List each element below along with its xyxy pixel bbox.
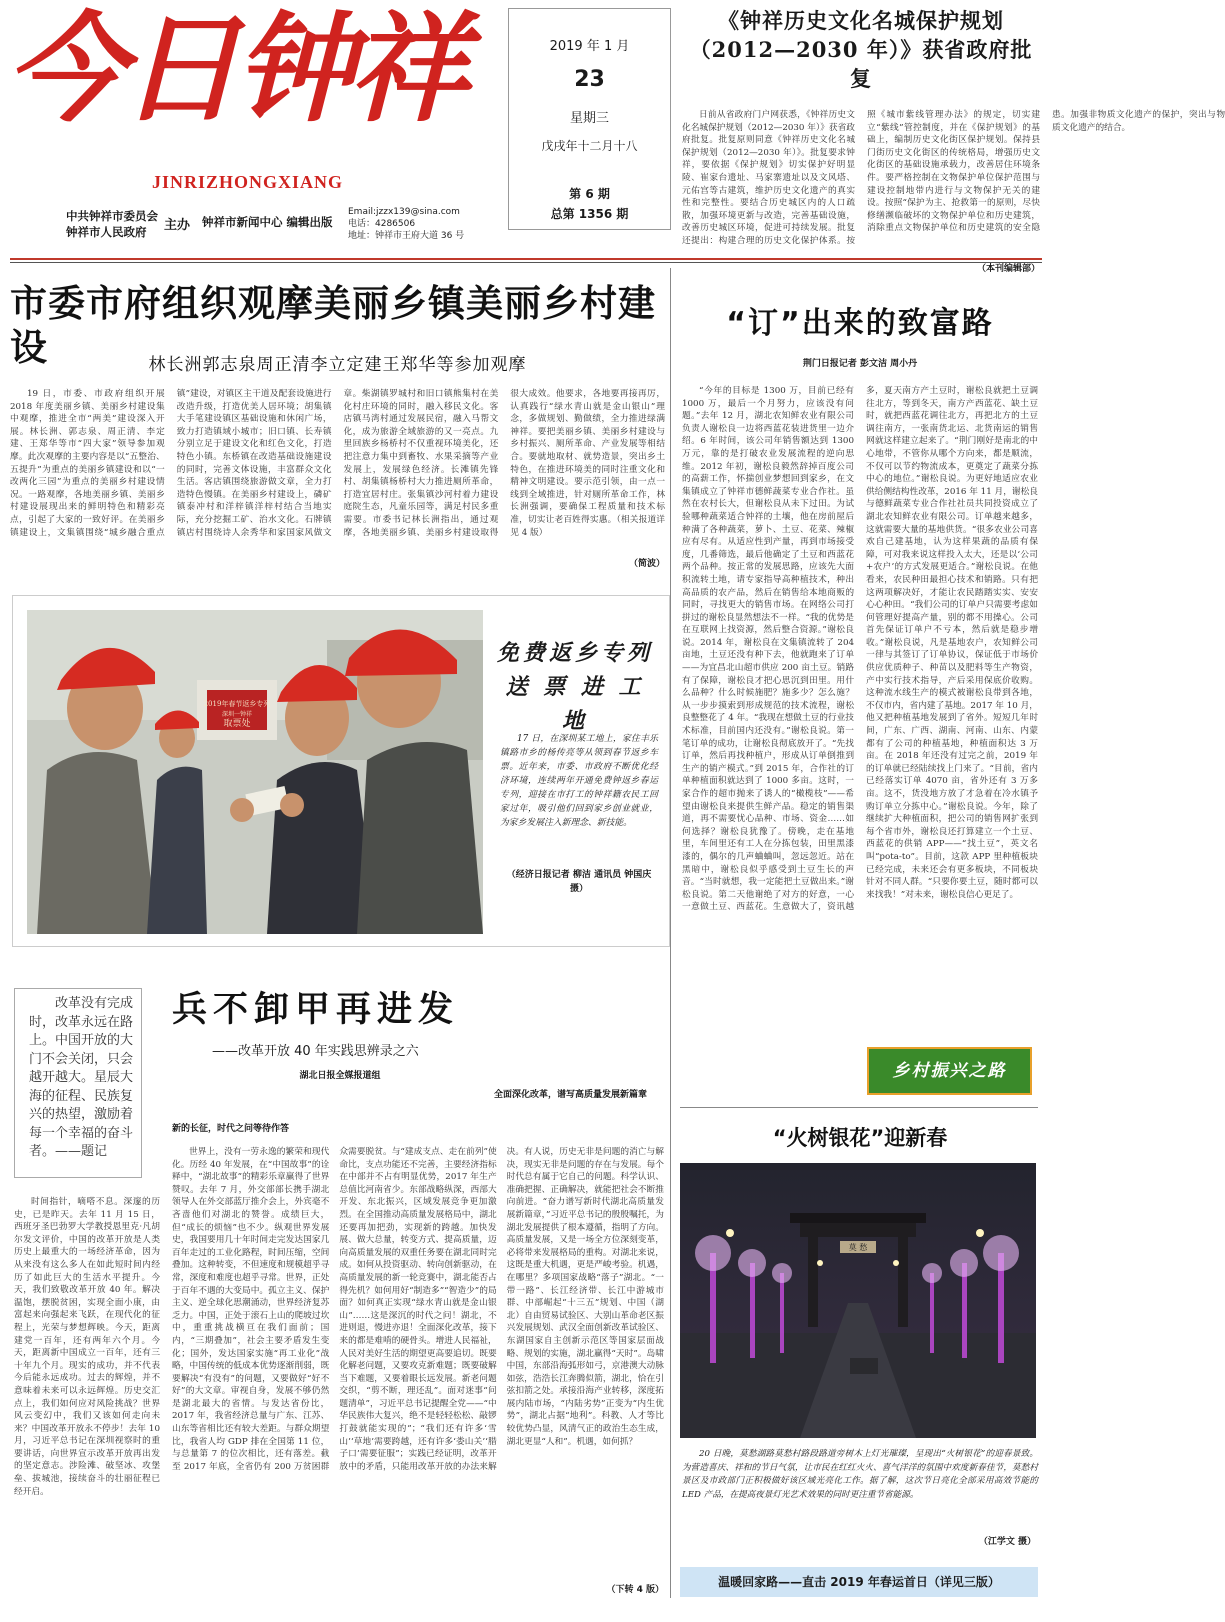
date-box: [508, 8, 671, 230]
masthead-title: 今日钟祥: [5, 0, 463, 138]
main-story-body: 19 日，市委、市政府组织开展 2018 年度美丽乡镇、美丽乡村建设集中观摩，推进全市“两美”建设深入开展。林长洲、郭志泉、周正清、李定建、王郑华等市“四大家”领导参加观摩。此次观摩的主要内容是以“五整治、五提升”为重点的美丽乡镇建设和以“一改两化三园”为重点的美丽乡村建设情况。一路观摩，各地美丽乡镇、美丽乡村建设展现出来的鲜明特色和精彩亮点，引起了大家的一致好评。在美丽乡镇建设上，文集镇围绕“城乡融合重点镇”建设，对镇区主干道及配套设施进行改造升级，打造优美人居环境；胡集镇大手笔建设镇区基础设施和休闲广场，致力打造镇域小城市；旧口镇、长寿镇分别立足于建设文化和红色文化，打造特色小镇。东桥镇在改造基础设施建设的同时，完善文体设施，丰富群众文化生活。客店镇围绕旅游做文章，全力打造特色慢镇。在美丽乡村建设上，磷矿镇泰冲村和洋梓镇洋梓村结合当地实际，充分挖掘工矿、治水文化。石牌镇镇店村围绕诗人余秀华和家国家风做文章。柴湖镇罗城村和旧口镇熊集村在美化村庄环境的同时，融入移民文化。客店镇马湾村通过发展民宿，融入马帮文化，成为旅游全域旅游的又一亮点。九里回族乡杨桥村不仅重视环境美化，还把注意力集中到畜牧、水果采摘等产业发展上，发展绿色经济。长滩镇先锋村、胡集镇杨桥村大力推进厕所革命，打造宜居村庄。张集镇沙河村着力建设庭院生态，凡童乐园等，满足村民多重需要。市委书记林长洲指出，通过观摩，各地美丽乡镇、美丽乡村建设取得很大成效。他要求，各地要再接再厉，认真践行“绿水青山就是金山银山”理念，多做规划、勤做绩，全力推进绿满神祥。要把美丽乡镇、美丽乡村建设与乡村振兴、厕所革命、产业发展等相结合。要就地取材、就势造景，突出乡土特色，在推进环境美的同时注重文化和精神文明建设。要示范引领，由一点一线到全域推进，针对厕所革命工作，林长洲强调，要确保工程质量和技术标准，切实让老百姓得实惠。（相关报道详见 4 版）: [10, 389, 665, 538]
date-weekday: 星期三: [569, 111, 609, 126]
night-photo-caption: 20 日晚，莫愁湖路莫愁村路段路道旁树木上灯光璀璨，呈现出“火树银花”的迎春景致。为营造喜庆、祥和的节日气氛，让市民在红红火火、喜气洋洋的氛围中欢度新春佳节，莫愁村景区及市政部门正积极做好该区域光亮化工作。据了解，这次节日亮化全部采用高效节能的 LED 产品，在提高夜景灯光艺术效果的同时更注重节省能源。: [682, 1449, 1038, 1500]
date-day: 23: [574, 67, 605, 92]
reform-body-left: 时间指针，嘀嗒不息。深邃的历史，已是昨天。去年 11 月 15 日，西班牙圣巴勃罗大学教授恩里克·凡胡尔发文评价，中国的改革开放是人类历史上最重大的一场经济革命，因为从来没有这么多人在如此短时间内经历了如此巨大的生活水平提升。今天，我们致敬改革开放 40 年。解决温饱，摆脱贫困，实现全面小康，由富起来向强起来飞跃，在现代化的征程上，光荣与梦想辉映。今天，距离建党一百年，还有两年六个月。今天，距离新中国成立一百年，还有三十年九个月。现实的成功，并不代表今后能永远成功。过去的辉煌，并不意味着未来可以永远辉煌。历史交汇点上，我们如何应对风险挑战？世界风云变幻中，我们又该如何走向未来？中国改革开放永不停步！去年 10 月，习近平总书记在深圳视察时的重要讲话，向世界宣示改革开放再出发的坚定意志。涉险滩、破坚冰、攻堡垒、拔城池，接续奋斗的壮丽征程已经开启。: [14, 1197, 160, 1497]
sponsor-orgs: [66, 208, 158, 240]
column-separator: [670, 268, 671, 1598]
sponsor-org-party: 中共钟祥市委员会: [66, 209, 158, 223]
workers-photo-illustration: [27, 610, 483, 934]
night-photo-credit: （江学文 摄）: [978, 1537, 1036, 1547]
masthead-divider: [10, 258, 1042, 260]
ticket-sign-text-route: 深圳一钟祥: [221, 711, 253, 718]
sponsor-org-government: 钟祥市人民政府: [66, 225, 147, 239]
date-year-month: 2019 年 1 月: [549, 39, 630, 54]
issue-number: 第 6 期: [569, 187, 610, 201]
lead-story-body: 日前从省政府门户网获悉，《钟祥历史文化名城保护规划（2012—2030 年）》获省政府批复。批复原则同意《钟祥历史文化名城保护规划（2012—2030 年）》。批复要求钟祥，要依据《保护规划》切实保护好明显陵、崔家台遗址、马家寨遗址以及文风塔、元佑宫等古建筑，维护历史文化遗产的真实性和完整性。要结合历史城区内的人口疏散，加强环境更新与改造，完善基础设施，改善历史城区环境，促进可持续发展。批复还提出：构建合理的历史文化保护体系。按照《城市紫线管理办法》的规定，切实建立“紫线”管控制度，并在《保护规划》的基础上，编制历史文化街区保护规划。保持县门街历史文化街区的传统格局，增强历史文化街区的基础设施承载力，改善居住环境条件。要严格控制在文物保护单位保护范围与建设控制地带内进行与文物保护无关的建设。按照“保护为主、抢救第一的原则，尽快修缮濒临破坏的文物保护单位和历史建筑，消除重点文物保护单位和历史建筑的安全隐患。加强非物质文化遗产的保护，突出与物质文化遗产的结合。: [682, 110, 1225, 246]
night-street-photo[interactable]: [680, 1163, 1036, 1438]
contact-email[interactable]: Email:jzzx139@sina.com: [348, 207, 460, 217]
reform-source: 湖北日报全媒报道组: [299, 1071, 381, 1081]
right-story-body: “今年的目标是 1300 万，目前已经有 1000 万，最后一个月努力，应该没有问题。”去年 12 月，湖北农知鲜农业有限公司负责人谢松良一边将西蓝花装进货里一边介绍。6 年时间，该公司年销售额达到 1300 万元，靠的是打破农业发展流程的逆向思维。2012 年初，谢松良毅然辞掉百度公司的高薪工作，怀揣创业梦想回到家乡，在文集镇成立了钟祥市德鲜蔬菜专业合作社。虽然在农村长大，但谢松良从未下过田。为试验哪种蔬菜适合钟祥的土壤，他在房前屋后种满了各种蔬菜，萝卜、土豆、花菜、辣椒应有尽有。从适应性到产量，再到市场接受度，几番筛选，最后他确定了土豆和西蓝花两个品种。按正常的发展思路，应该先大面积流转土地，请专家指导高种植技术，种出高品质的农产品，然后在销售给本地商贩的同时，寻找更大的销售市场。在网络公司打拼过的谢松良显然想法不一样。“我的优势是在互联网上找资源，然后整合资源。”谢松良说。2014 年，谢松良在文集镇流转了 204 亩地，土豆还没有种下去，他就跑来了订单——为宜昌北山超市供应 200 亩土豆。销路有了保障，谢松良才把心思沉到田里。用什么品种？什么时候施肥？施多少？怎么施？从一步步摸索到形成规范的技术流程，谢松良整整花了 4 年。“我现在想做土豆的行业技术标准，目前国内还没有。”谢松良说。第一笔订单的成功，让谢松良彻底放开了。“先找订单，然后再找种植户，形成从订单倒推到生产的销产模式。”到 2015 年，合作社的订单种植面积就达到了 1000 多亩。这时，一家合作的超市抛来了诱人的“橄榄枝”——希望由谢松良来提供生鲜产品。稳定的销售渠道，再不需要忧心品种、市场、资金……如何选择？谢松良犹豫了。傍晚，走在基地里，车间里还有工人在分拣包装，田里黑漆漆的，偶尔的几声蛐蛐叫，忽远忽近。站在黑暗中，谢松良似乎感受到土豆生长的声音。“当时就想，我一定能把土豆做出来。”谢松良说。第二天他谢绝了对方的好意，一心一意做土豆、西蓝花。生意做大了，资讯越多，夏天南方产土豆时，谢松良就把土豆调往北方，等到冬天，南方产西蓝花、缺土豆时，就把西蓝花调往北方，再把北方的土豆调往南方，一张南货北运、北货南运的销售网就这样建立起来了。“荆门刚好是南北的中心地带，不管你从哪个方向来，都是顺流，不仅可以节约物流成本，更奠定了蔬菜分拣中心的地位。”谢松良说。为更好地适应农业供给侧结构性改革，2016 年 11 月，谢松良与德鲜蔬菜专业合作社社员共同投资成立了湖北农知鲜农业有限公司。订单越来越多，这就需要大量的基地供货。“很多农业公司喜欢自己建基地，认为这样果蔬的品质有保障，可对我来说这样投入太大，还是以‘公司+农户’的方式发展更适合。”谢松良说。在他看来，农民种田最担心技术和销路。只有把这两项解决好，才能让农民踏踏实实、安安心心种田。“我们公司的订单户只需要考虑如何管理好提高产量，别的都不用操心。公司首先保证订单户不亏本，然后就是稳步增收。”谢松良说，凡是基地农户，农知鲜公司一律与其签订了订单协议，保证低于市场价供应优质种子、种苗以及肥料等生产物资，产中实行技术指导，产后采用保底价收购。这种流水线生产的模式被谢松良带到各地，不仅市内，省内建了基地。2017 年 10 月，他又把种植基地发展到了省外。短短几年时间，广东、广西、湖南、河南、山东、内蒙都有了公司的种植基地，种植面积达 3 万亩。在 2018 年还没有过完之前，2019 年的订单就已经陆续找上门来了。“目前，省内已经落实订单 4070 亩，省外还有 3 万多亩。这不，货没地方放了才急着在冷水镇予购订单立分拣中心。”谢松良说。今年，除了继续扩大种植面积，把公司的销售网扩张到每个省市外，谢松良还打算建立一个土豆、西蓝花的供销 APP——“找土豆”，英文名叫“pota-to”。目前，这款 APP 里种植板块已经完成，未来还会有更多板块，不同板块针对不同人群。“只要你要土豆，随时都可以来找我！”对未来，谢松良信心更足了。: [682, 386, 1038, 913]
gate-plaque-text: 莫 愁: [848, 1243, 868, 1252]
right-headline[interactable]: “订”出来的致富路: [726, 306, 994, 341]
reform-body-columns: [172, 1090, 664, 1586]
photo-feature-credit: （经济日报记者 柳洁 通讯员 钟国庆 摄）: [506, 870, 652, 894]
reform-headline[interactable]: 兵不卸甲再进发: [172, 990, 460, 1030]
photo-feature-title: [495, 636, 655, 738]
photo-feature: [12, 595, 670, 947]
sponsor-contact: [348, 206, 464, 242]
reform-subhead-1: 新的长征，时代之问等待作答: [172, 1124, 290, 1134]
date-lunar: 戊戌年十二月十八: [541, 139, 638, 153]
sponsor-publisher: 钟祥市新闻中心 编辑出版: [202, 215, 333, 229]
right-divider: [680, 1107, 1038, 1108]
sponsor-block: [66, 206, 506, 256]
photo-feature-title-line1: 免费返乡专列: [496, 640, 653, 666]
main-headline[interactable]: 市委市府组织观摩美丽乡镇美丽乡村建设: [10, 282, 656, 369]
contact-address: 地址：钟祥市王府大道 36 号: [348, 231, 465, 241]
reform-subhead: ——改革开放 40 年实践思辨录之六: [212, 1044, 419, 1059]
inscription-text: 改革没有完成时，改革永远在路上。中国开放的大门不会关闭，只会越开越大。星辰大海的征程、民族复兴的热望，激励着每一个幸福的奋斗者。——题记: [29, 996, 134, 1159]
night-street-illustration: [680, 1163, 1036, 1438]
main-subhead: 林长洲郭志泉周正清李立定建王郑华等参加观摩: [148, 355, 527, 375]
masthead: [5, 0, 500, 192]
contact-phone: 电话：4286506: [348, 219, 416, 229]
spring-travel-promo[interactable]: 温暖回家路——直击 2019 年春运首日（详见三版）: [680, 1567, 1038, 1597]
main-story-byline: （简波）: [628, 559, 665, 569]
banner-text: 乡村振兴之路: [892, 1061, 1007, 1081]
lead-title-line1: 《钟祥历史文化名城保护规划: [718, 8, 1004, 33]
night-photo-headline[interactable]: “火树银花”迎新春: [772, 1126, 948, 1150]
sponsor-host: 主办: [164, 218, 191, 233]
issue-total: 总第 1356 期: [550, 207, 629, 221]
ticket-sign-text-office: 取票处: [223, 719, 251, 729]
right-story-byline: 荆门日报记者 彭文洁 周小丹: [802, 359, 918, 369]
lead-story: [682, 6, 1225, 274]
reform-byline: （下转 4 版）: [606, 1585, 664, 1595]
reform-body-main: 世界上，没有一劳永逸的繁荣和现代化。历经 40 年发展，在“中国故事”的诠释中，“湖北故事”的精彩乐章赢得了世界赞叹。去年 7 月，外交部部长携手湖北领导人在外交部蓝厅推介会上，外宾毫不吝啬他们对湖北的赞誉。成绩巨大，但“成长的烦恼”也不少。纵观世界发展史，我国要用几十年时间走完发达国家几百年走过的工业化路程，时间压缩，空间叠加。这种转变，不但速度和规模超乎寻常，深度和难度也超乎寻常。世界，正处于百年不遇的大变局中。孤立主义、保护主义、逆全球化思潮涌动，世界经济复苏乏力。中国，正处于滚石上山的爬坡过坎中，重重挑战横亘在我们面前；国内，“三期叠加”，社会主要矛盾发生变化；国外，发达国家实施“再工业化”战略，中国传统的低成本优势逐渐削弱，既要解决“有没有”的问题，又要做好“好不好”的大文章。审视自身，发展不够仍然是湖北最大的省情。与发达省份比，2017 年，我省经济总量与广东、江苏、山东等省相比还有较大差距。与群众期望比，我省人均 GDP 排在全国第 11 位，与总量第 7 的位次相比，还有落差。截至 2017 年底，全省仍有 200 万贫困群众需要脱贫。与“建成支点、走在前列”使命比，支点功能还不完善，主要经济指标在中部并不占有明显优势，2017 年生产总值比河南省少。东部战略纵深，西部大开发、东北振兴，区域发展竞争更加激烈。在全国推动高质量发展格局中，湖北还要再加把劲，实现新的跨越。加快发展、做大总量，转变方式、提高质量，迈向高质量发展的双重任务要在湖北同时完成。如何从投资驱动、转向创新驱动，在高质量发展的新一轮竞赛中，湖北能否占得先机？如何用好“制造多”“智造少”的局面？如何真正实现“绿水青山就是金山银山”……这是深沉的时代之问！湖北，不进则退，慢进亦退！全面深化改革，接下来的都是难啃的硬骨头。增进人民福祉，人民对美好生活的期望更高要追切。既要化解老问题，又要攻克新难题；既要破解当下难题，又要着眼长远发展。新老问题交织，“剪不断，理还乱”。面对迷事“问题清单”，习近平总书记提醒全党——“中华民族伟大复兴，绝不是轻轻松松、敲锣打鼓就能实现的”；“我们还有许多‘雪山’‘草地’需要跨越，还有许多‘娄山关’‘腊子口’需要征服”；实践已经证明，改革开放中的矛盾，只能用改革开放的办法来解决。有人说，历史无非是问题的消亡与解决，现实无非是问题的存在与发展。每个时代总有属于它自己的问题。科学认识、准确把握、正确解决，就能把社会不断推向前进。“奋力谱写新时代湖北高质量发展新篇章，”习近平总书记的殷殷嘱托，为湖北发展提供了根本遵循，指明了方向。高质量发展，又是一场全方位深刻变革，必将带来发展格局的重构。对湖北来说，这既是重大机遇，更是严峻考验。机遇，在哪里？多项国家战略“落子”湖北。“一带一路”、长江经济带、长江中游城市群、中部崛起“十三五”规划、中国（湖北）自由贸易试验区、大别山革命老区振兴发展规划、武汉全面创新改革试验区、东湖国家自主创新示范区等国家层面战略、规划的实施，湖北赢得“天时”。岛啸中国，东部沿海弧形如弓，京港澳大动脉如弦，浩浩长江奔腾似箭，湖北，恰在引弦扣箭之处。承接沿海产业转移，深度拓展内陆市场，“内陆劣势”正变为“内生优势”，湖北占据“地利”。科教、人才等比较优势凸显，风清气正的政治生态生成，湖北更显“人和”。机遇，如何抓？: [172, 1147, 664, 1472]
ticket-sign-text: 2019年春节返乡专列: [203, 700, 271, 708]
inscription-box: [14, 988, 142, 1178]
photo-feature-caption: 17 日，在深圳某工地上，家住丰乐镇路市乡的杨传亮等从领到春节返乡车票。近年来，市委、市政府不断优化经济环境，连续两年开通免费钟返乡春运专列，迎接在市打工的钟祥籍农民工回家过年，吸引他们回到家乡创业就业，为家乡发展注入新理念、新技能。: [500, 734, 658, 828]
rural-revival-banner: [867, 1047, 1032, 1095]
photo-feature-title-line2: 送 票 进 工 地: [505, 674, 645, 734]
masthead-pinyin: JINRIZHONGXIANG: [152, 172, 344, 192]
workers-photo[interactable]: [27, 610, 483, 934]
lead-story-title[interactable]: [682, 6, 1040, 93]
masthead-divider-thin: [10, 262, 1042, 263]
reform-subhead-2: 全面深化改革，谱写高质量发展新篇章: [494, 1090, 648, 1100]
lead-title-line2: （2012—2030 年）》获省政府批复: [689, 37, 1033, 91]
lead-story-byline: （本刊编辑部）: [976, 264, 1040, 274]
